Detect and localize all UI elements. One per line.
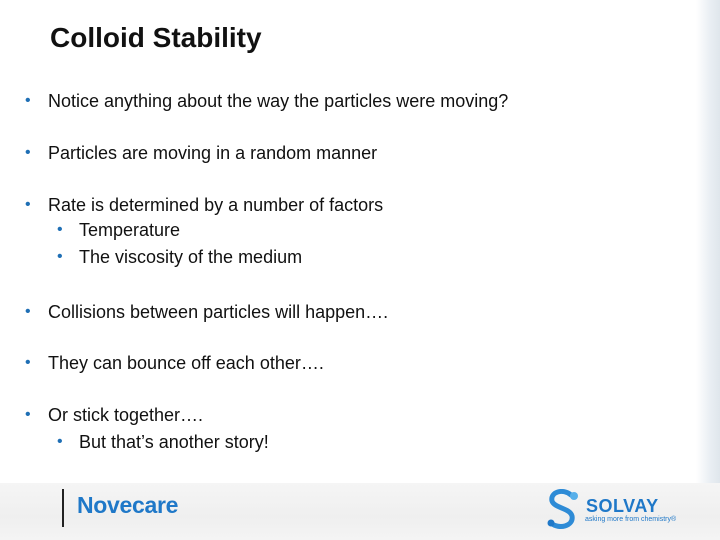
bullet-item: [25, 194, 384, 216]
bullet-dot-icon: •: [25, 406, 31, 423]
bullet-item: [25, 90, 509, 112]
bullet-item: [25, 352, 324, 374]
bullet-dot-icon: •: [25, 303, 31, 320]
novecare-brand: Novecare: [77, 492, 179, 518]
bullet-item: [25, 142, 378, 164]
solvay-wordmark: SOLVAY: [586, 496, 659, 516]
sub-bullet-item: [57, 219, 181, 241]
bullet-text: Or stick together….: [48, 405, 204, 425]
bullet-item: [25, 301, 389, 323]
bullet-dot-icon: •: [57, 221, 63, 238]
right-edge-gradient: [696, 0, 720, 540]
bullet-dot-icon: •: [57, 248, 63, 265]
solvay-s-logo-icon: [545, 489, 581, 531]
sub-bullet-item: [57, 431, 269, 453]
bullet-dot-icon: •: [25, 196, 31, 213]
bullet-text: But that’s another story!: [79, 432, 269, 452]
bullet-dot-icon: •: [25, 92, 31, 109]
bullet-dot-icon: •: [57, 433, 63, 450]
bullet-text: Notice anything about the way the particles were moving?: [48, 91, 509, 111]
bullet-dot-icon: •: [25, 354, 31, 371]
sub-bullet-item: [57, 246, 303, 268]
bullet-text: Collisions between particles will happen….: [48, 302, 389, 322]
bullet-text: Rate is determined by a number of factors: [48, 195, 384, 215]
bullet-text: Temperature: [79, 220, 181, 240]
bullet-text: The viscosity of the medium: [79, 247, 303, 267]
bullet-dot-icon: •: [25, 144, 31, 161]
bullet-text: They can bounce off each other….: [48, 353, 324, 373]
bullet-text: Particles are moving in a random manner: [48, 143, 378, 163]
solvay-tagline: asking more from chemistry®: [585, 516, 677, 523]
bullet-item: [25, 404, 204, 426]
slide-title: Colloid Stability: [50, 22, 262, 53]
footer-divider: [62, 489, 64, 527]
